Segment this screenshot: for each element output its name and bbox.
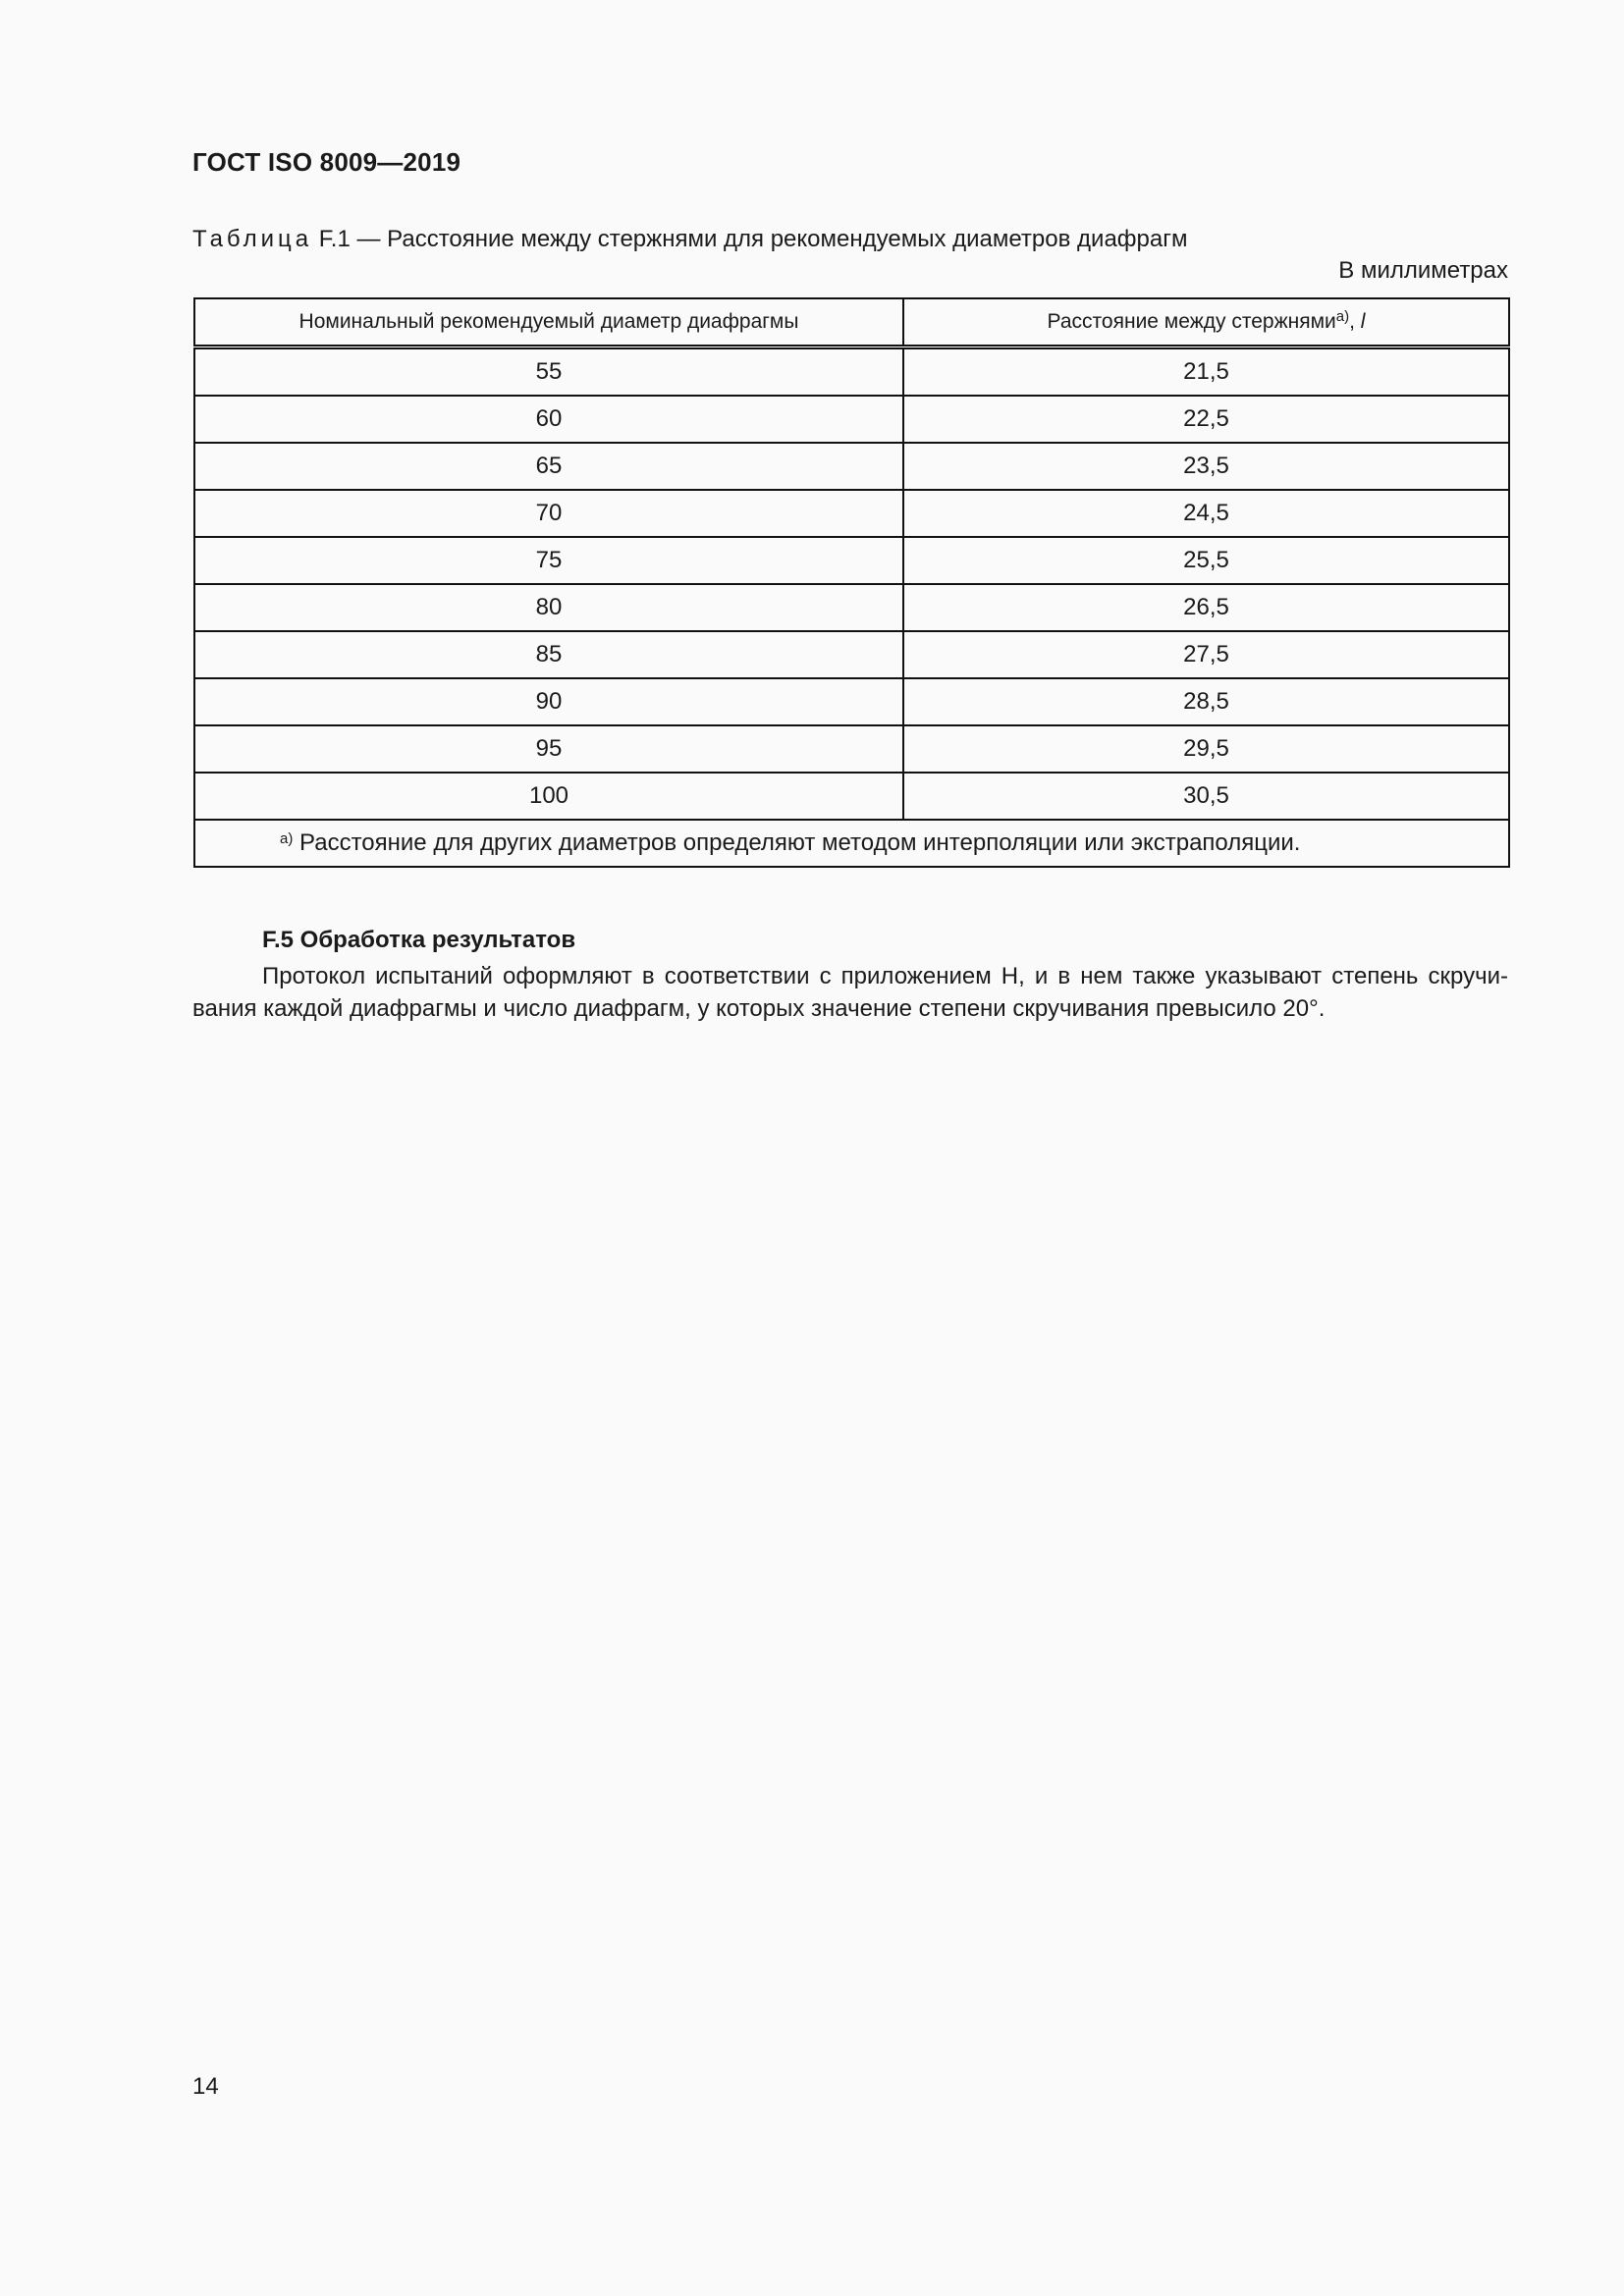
page-number: 14: [192, 2073, 219, 2100]
distance-cell: 27,5: [903, 631, 1509, 678]
distance-cell: 29,5: [903, 725, 1509, 773]
distance-cell: 30,5: [903, 773, 1509, 820]
table-footnote-row: [194, 820, 1509, 867]
table-caption: [192, 226, 1188, 253]
distance-cell: 21,5: [903, 347, 1509, 397]
data-table: [193, 297, 1510, 868]
distance-cell: 22,5: [903, 396, 1509, 443]
table-row: [194, 443, 1509, 490]
diameter-cell: 90: [194, 678, 903, 725]
column-header-separator: ,: [1349, 310, 1361, 333]
diameter-cell: 100: [194, 773, 903, 820]
table-units: В миллиметрах: [1338, 257, 1508, 284]
section-paragraph: [192, 960, 1508, 1025]
distance-cell: 26,5: [903, 584, 1509, 631]
table-row: [194, 396, 1509, 443]
column-header-symbol: l: [1360, 310, 1366, 333]
table-row: [194, 347, 1509, 397]
diameter-cell: 70: [194, 490, 903, 537]
section-title: F.5 Обработка результатов: [262, 927, 576, 953]
table-row: [194, 584, 1509, 631]
distance-cell: 23,5: [903, 443, 1509, 490]
table-caption-label: Таблица: [192, 226, 313, 252]
paragraph-line-1: Протокол испытаний оформляют в соответствии с приложением Н, и в нем также указывают степень скручи-: [262, 963, 1508, 989]
footnote-text: Расстояние для других диаметров определяют методом интерполяции или экстраполяции.: [293, 829, 1301, 856]
distance-cell: 28,5: [903, 678, 1509, 725]
column-header-diameter: Номинальный рекомендуемый диаметр диафрагмы: [194, 298, 903, 347]
paragraph-line-2: вания каждой диафрагмы и число диафрагм, у которых значение степени скручивания превысило 20°.: [192, 995, 1326, 1022]
footnote-marker: а): [280, 830, 294, 847]
table-footnote: [194, 820, 1509, 867]
column-header-footnote-marker: а): [1335, 308, 1350, 325]
diameter-cell: 85: [194, 631, 903, 678]
table-row: [194, 678, 1509, 725]
column-header-distance: [903, 298, 1509, 347]
table-row: [194, 490, 1509, 537]
table-row: [194, 537, 1509, 584]
table-row: [194, 773, 1509, 820]
table-caption-text: F.1 — Расстояние между стержнями для рекомендуемых диаметров диафрагм: [318, 226, 1188, 252]
column-header-distance-label: Расстояние между стержнями: [1047, 310, 1336, 333]
diameter-cell: 95: [194, 725, 903, 773]
document-header: ГОСТ ISO 8009—2019: [192, 147, 461, 177]
table-row: [194, 631, 1509, 678]
diameter-cell: 55: [194, 347, 903, 397]
diameter-cell: 60: [194, 396, 903, 443]
diameter-cell: 65: [194, 443, 903, 490]
distance-cell: 25,5: [903, 537, 1509, 584]
distance-cell: 24,5: [903, 490, 1509, 537]
diameter-cell: 80: [194, 584, 903, 631]
table-row: [194, 725, 1509, 773]
table-header-row: [194, 298, 1509, 347]
diameter-cell: 75: [194, 537, 903, 584]
